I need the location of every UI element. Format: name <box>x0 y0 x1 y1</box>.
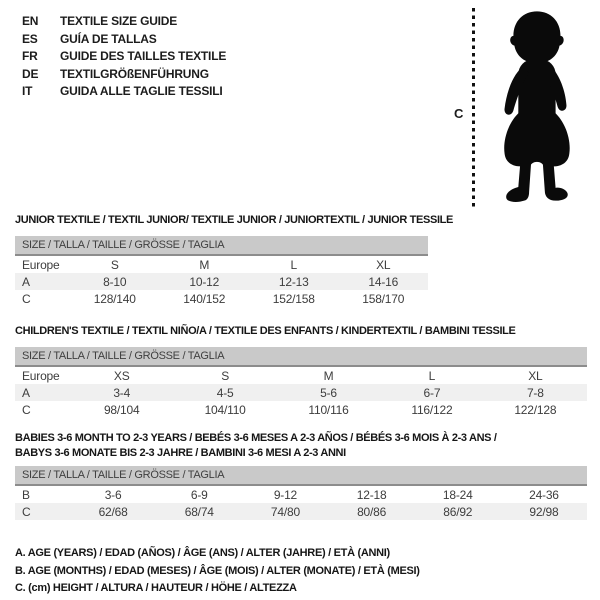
lang-row-en <box>22 13 226 31</box>
cell: 80/86 <box>357 504 387 519</box>
cell: 62/68 <box>98 504 128 519</box>
height-measure-dashed-line <box>472 8 475 210</box>
size-guide-content <box>15 213 587 598</box>
cell: 158/170 <box>362 291 405 306</box>
legend-a: A. AGE (YEARS) / EDAD (AÑOS) / ÂGE (ANS) / ALTER (JAHRE) / ETÀ (ANNI) <box>15 547 390 559</box>
lang-code: IT <box>22 84 33 98</box>
cell: 3-6 <box>104 487 122 502</box>
table-row-b <box>15 486 587 503</box>
lang-row-fr <box>22 48 226 66</box>
section-title-line2: BABYS 3-6 MONATE BIS 2-3 JAHRE / BAMBINI 3-6 MESI A 2-3 ANNI <box>15 447 346 459</box>
lang-row-es <box>22 31 226 49</box>
cell: XL <box>528 368 543 383</box>
cell: 4-5 <box>216 385 234 400</box>
lang-code: ES <box>22 31 38 46</box>
cell: 116/122 <box>411 402 453 417</box>
cell: M <box>199 257 210 272</box>
cell: 5-6 <box>320 385 337 400</box>
size-header-bar: SIZE / TALLA / TAILLE / GRÖSSE / TAGLIA <box>15 347 587 367</box>
cell: 14-16 <box>368 274 399 289</box>
section-title-children: CHILDREN'S TEXTILE / TEXTIL NIÑO/A / TEXTILE DES ENFANTS / KINDERTEXTIL / BAMBINI TESSILE <box>15 325 516 337</box>
cell: 128/140 <box>93 291 136 306</box>
cell: L <box>428 368 436 383</box>
table-row-columns <box>15 367 587 384</box>
cell: C <box>22 291 31 306</box>
babies-size-table <box>15 466 587 520</box>
cell: 92/98 <box>529 504 559 519</box>
lang-title: GUÍA DE TALLAS <box>60 31 157 46</box>
section-title-babies <box>15 431 587 461</box>
cell: 12-18 <box>356 487 387 502</box>
lang-row-de <box>22 66 226 84</box>
cell: 140/152 <box>183 291 226 306</box>
table-row-a <box>15 273 428 290</box>
cell: 86/92 <box>443 504 473 519</box>
cell: 68/74 <box>184 504 214 519</box>
table-row-columns <box>15 256 428 273</box>
cell: S <box>221 368 230 383</box>
junior-size-table <box>15 236 428 307</box>
lang-code: DE <box>22 66 39 81</box>
legend <box>15 545 587 598</box>
cell: 152/158 <box>272 291 315 306</box>
baby-silhouette-icon <box>483 5 586 208</box>
lang-title: TEXTILGRÖßENFÜHRUNG <box>60 66 209 81</box>
lang-title: GUIDA ALLE TAGLIE TESSILI <box>60 84 223 98</box>
cell: XS <box>113 368 130 383</box>
cell: A <box>22 274 30 289</box>
table-row-c <box>15 290 428 307</box>
section-junior <box>15 213 587 307</box>
section-title-junior: JUNIOR TEXTILE / TEXTIL JUNIOR/ TEXTILE JUNIOR / JUNIORTEXTIL / JUNIOR TESSILE <box>15 214 454 226</box>
cell: Europe <box>22 368 60 383</box>
cell: 3-4 <box>113 385 131 400</box>
cell: 7-8 <box>526 385 544 400</box>
cell: XL <box>376 257 391 272</box>
cell: Europe <box>22 257 60 272</box>
cell: 8-10 <box>103 274 127 289</box>
cell: 9-12 <box>273 487 298 502</box>
cell: 104/110 <box>204 402 246 417</box>
section-children <box>15 324 587 418</box>
cell: 6-7 <box>423 385 441 400</box>
cell: C <box>22 402 31 417</box>
cell: 110/116 <box>308 402 349 417</box>
table-row-a <box>15 384 587 401</box>
cell: 122/128 <box>514 402 557 417</box>
cell: 98/104 <box>103 402 140 417</box>
lang-code: EN <box>22 14 39 28</box>
lang-row-it <box>22 83 226 101</box>
cell: 10-12 <box>189 274 220 289</box>
lang-title: TEXTILE SIZE GUIDE <box>60 14 178 28</box>
section-title-line1: BABIES 3-6 MONTH TO 2-3 YEARS / BEBÉS 3-6 MESES A 2-3 AÑOS / BÉBÉS 3-6 MOIS À 2-3 ANS / <box>15 432 497 444</box>
table-row-c <box>15 503 587 520</box>
table-row-c <box>15 401 587 418</box>
cell: M <box>323 368 334 383</box>
cell: 6-9 <box>190 487 208 502</box>
cell: 12-13 <box>278 274 309 289</box>
section-babies <box>15 431 587 520</box>
legend-b: B. AGE (MONTHS) / EDAD (MESES) / ÂGE (MOIS) / ALTER (MONATE) / ETÀ (MESI) <box>15 564 420 577</box>
size-header-bar: SIZE / TALLA / TAILLE / GRÖSSE / TAGLIA <box>15 236 428 256</box>
cell: B <box>22 487 30 502</box>
height-measure-label: C <box>454 106 464 121</box>
lang-code: FR <box>22 49 38 63</box>
cell: C <box>22 504 31 519</box>
legend-c: C. (cm) HEIGHT / ALTURA / HAUTEUR / HÖHE / ALTEZZA <box>15 582 297 594</box>
children-size-table <box>15 347 587 418</box>
cell: A <box>22 385 30 400</box>
cell: 24-36 <box>529 487 559 502</box>
cell: L <box>290 257 297 272</box>
language-title-block <box>22 13 226 101</box>
cell: 18-24 <box>442 487 473 502</box>
cell: S <box>110 257 119 272</box>
cell: 74/80 <box>270 504 300 519</box>
lang-title: GUIDE DES TAILLES TEXTILE <box>60 49 227 63</box>
size-header-bar: SIZE / TALLA / TAILLE / GRÖSSE / TAGLIA <box>15 466 587 486</box>
